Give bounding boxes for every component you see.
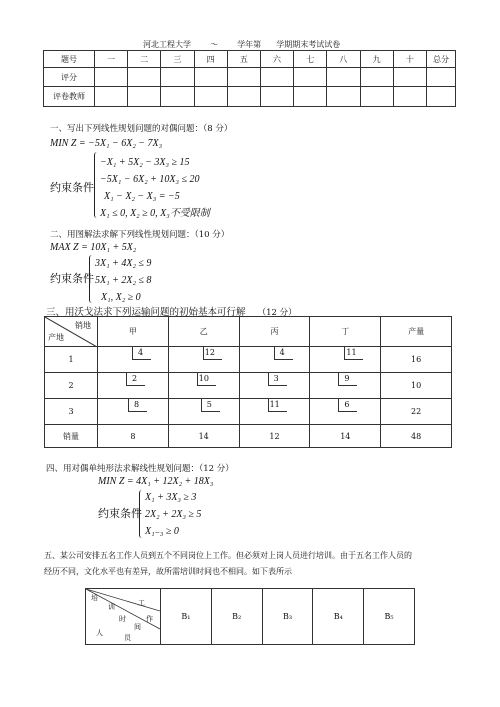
q2-brace — [89, 255, 92, 303]
cost-value: 10 — [198, 374, 209, 383]
cost-value: 8 — [134, 400, 140, 409]
q1-constraint-label: 约束条件 — [50, 181, 94, 194]
constraint-line: −5X₁ − 6X₂ + 10X₃ ≤ 20 — [100, 174, 200, 185]
diag-char: 作 — [146, 615, 153, 623]
score-cell[interactable] — [260, 68, 293, 87]
score-cell[interactable] — [194, 68, 227, 87]
score-col-header: 五 — [227, 51, 260, 68]
q2-constraint-label: 约束条件 — [50, 272, 94, 285]
transport-col-header: 丙 — [239, 317, 310, 347]
transport-cell[interactable] — [168, 399, 239, 425]
score-cell[interactable] — [128, 87, 161, 107]
origin-label: 1 — [45, 347, 98, 373]
score-row-label: 评分 — [44, 68, 95, 87]
demand-value: 14 — [168, 425, 239, 448]
demand-value: 14 — [310, 425, 381, 448]
demand-value: 8 — [98, 425, 169, 448]
transport-table — [44, 316, 452, 447]
score-cell[interactable] — [161, 87, 194, 107]
transport-cell[interactable] — [310, 347, 381, 373]
constraint-line: 5X₁ + 2X₂ ≤ 8 — [95, 275, 152, 286]
origin-label: 2 — [45, 373, 98, 399]
header-year-label: 学年第 — [237, 40, 262, 49]
q1-brace — [94, 152, 97, 218]
score-row-label: 评卷教师 — [44, 87, 95, 107]
constraint-line: X₁ ≤ 0, X₂ ≥ 0, X₃不受限制 — [100, 208, 210, 219]
score-col-header: 十 — [393, 51, 426, 68]
score-col-header: 八 — [327, 51, 360, 68]
training-table — [85, 588, 415, 645]
q1-objective: MIN Z = −5X₁ − 6X₂ − 7X₃ — [50, 138, 163, 149]
corner-cell — [45, 317, 98, 347]
header-term-label: 学期期末考试试卷 — [276, 40, 341, 49]
training-corner-cell — [86, 589, 161, 645]
q4-title: 四、用对偶单纯形法求解线性规划问题：（12 分） — [46, 464, 234, 474]
q5-title-line: 经历不同，文化水平也有差异，故所需培训时间也不相同。如下表所示 — [44, 567, 292, 576]
score-cell[interactable] — [194, 87, 227, 107]
training-col-header: B₃ — [262, 589, 313, 645]
corner-bottom-label: 产地 — [48, 333, 64, 342]
score-cell[interactable] — [360, 68, 393, 87]
q4-brace — [139, 490, 142, 538]
supply-value: 16 — [381, 347, 452, 373]
school-name: 河北工程大学 — [143, 40, 191, 49]
q1-constraints — [100, 154, 210, 222]
supply-value: 10 — [381, 373, 452, 399]
diag-char: 工 — [138, 599, 145, 607]
score-col-header: 一 — [95, 51, 128, 68]
score-cell[interactable] — [161, 68, 194, 87]
score-cell[interactable] — [294, 68, 327, 87]
score-cell[interactable] — [128, 68, 161, 87]
cost-value: 12 — [204, 348, 215, 357]
cost-value: 4 — [279, 348, 285, 357]
score-cell[interactable] — [327, 87, 360, 107]
demand-label: 销量 — [45, 425, 98, 448]
score-cell[interactable] — [260, 87, 293, 107]
score-cell[interactable] — [327, 68, 360, 87]
cost-value: 5 — [206, 400, 212, 409]
score-cell[interactable] — [227, 87, 260, 107]
training-col-header: B₁ — [161, 589, 212, 645]
cost-value: 11 — [269, 400, 280, 409]
transport-col-header: 产量 — [381, 317, 452, 347]
exam-header — [143, 39, 340, 50]
transport-cell[interactable] — [310, 399, 381, 425]
q3-title: 三、用沃戈法求下列运输问题的初始基本可行解 — [46, 307, 246, 318]
transport-cell[interactable] — [239, 373, 310, 399]
transport-col-header: 丁 — [310, 317, 381, 347]
score-cell[interactable] — [393, 68, 426, 87]
constraint-line: X₁ − X₂ − X₃ = −5 — [104, 191, 180, 202]
q4-objective: MIN Z = 4X₁ + 12X₂ + 18X₃ — [98, 476, 214, 487]
score-col-header: 七 — [294, 51, 327, 68]
diag-char: 培 — [91, 594, 98, 602]
diag-char: 人 — [96, 629, 103, 637]
score-col-header: 九 — [360, 51, 393, 68]
constraint-line: −X₁ + 5X₂ − 3X₃ ≥ 15 — [100, 157, 190, 168]
transport-cell[interactable] — [239, 347, 310, 373]
q2-objective: MAX Z = 10X₁ + 5X₂ — [50, 242, 137, 253]
q5-title-line: 五、某公司安排五名工作人员到五个不同岗位上工作。但必须对上岗人员进行培训。由于五名工作人员的 — [44, 551, 412, 560]
transport-cell[interactable] — [168, 347, 239, 373]
transport-col-header: 甲 — [98, 317, 169, 347]
score-table — [43, 50, 456, 107]
transport-cell[interactable] — [98, 373, 169, 399]
score-col-header: 四 — [194, 51, 227, 68]
demand-value: 12 — [239, 425, 310, 448]
demand-value: 48 — [381, 425, 452, 448]
q1-title: 一、写出下列线性规划问题的对偶问题：（8 分） — [50, 124, 233, 134]
supply-value: 22 — [381, 399, 452, 425]
training-col-header: B₄ — [313, 589, 364, 645]
diag-char: 训 — [108, 603, 115, 611]
corner-top-label: 销地 — [75, 321, 91, 330]
transport-cell[interactable] — [98, 347, 169, 373]
training-col-header: B₂ — [211, 589, 262, 645]
score-col-header: 题号 — [44, 51, 95, 68]
score-cell[interactable] — [360, 87, 393, 107]
cost-value: 6 — [344, 400, 350, 409]
training-col-header: B₅ — [364, 589, 415, 645]
cost-value: 3 — [273, 374, 279, 383]
cost-value: 11 — [346, 348, 357, 357]
score-col-header: 总分 — [427, 51, 456, 68]
header-tilde: ～ — [210, 40, 219, 49]
cost-value: 4 — [138, 348, 144, 357]
score-col-header: 三 — [161, 51, 194, 68]
q2-constraints — [95, 255, 151, 306]
score-cell[interactable] — [393, 87, 426, 107]
score-cell[interactable] — [95, 68, 128, 87]
diag-char: 员 — [124, 634, 131, 642]
transport-cell[interactable] — [168, 373, 239, 399]
score-col-header: 二 — [128, 51, 161, 68]
cost-value: 9 — [344, 374, 350, 383]
constraint-line: X₁ + 3X₃ ≥ 3 — [145, 492, 197, 503]
diag-char: 间 — [134, 623, 141, 631]
q4-constraint-label: 约束条件 — [98, 507, 142, 520]
transport-cell[interactable] — [310, 373, 381, 399]
q4-constraints — [145, 489, 201, 540]
transport-col-header: 乙 — [168, 317, 239, 347]
diag-char: 时 — [119, 615, 126, 623]
transport-cell[interactable] — [98, 399, 169, 425]
score-col-header: 六 — [260, 51, 293, 68]
score-cell[interactable] — [227, 68, 260, 87]
score-cell[interactable] — [427, 68, 456, 87]
q5-title — [44, 548, 464, 580]
q3-points: （12 分） — [257, 308, 297, 318]
constraint-line: X₁₋₃ ≥ 0 — [145, 526, 179, 537]
score-cell[interactable] — [294, 87, 327, 107]
constraint-line: 3X₁ + 4X₂ ≤ 9 — [95, 258, 152, 269]
score-cell[interactable] — [427, 87, 456, 107]
cost-value: 2 — [132, 374, 138, 383]
transport-cell[interactable] — [239, 399, 310, 425]
origin-label: 3 — [45, 399, 98, 425]
score-cell[interactable] — [95, 87, 128, 107]
q2-title: 二、用图解法求解下列线性规划问题：（10 分） — [50, 230, 230, 240]
constraint-line: X₁, X₂ ≥ 0 — [101, 292, 141, 303]
constraint-line: 2X₂ + 2X₃ ≥ 5 — [145, 509, 202, 520]
